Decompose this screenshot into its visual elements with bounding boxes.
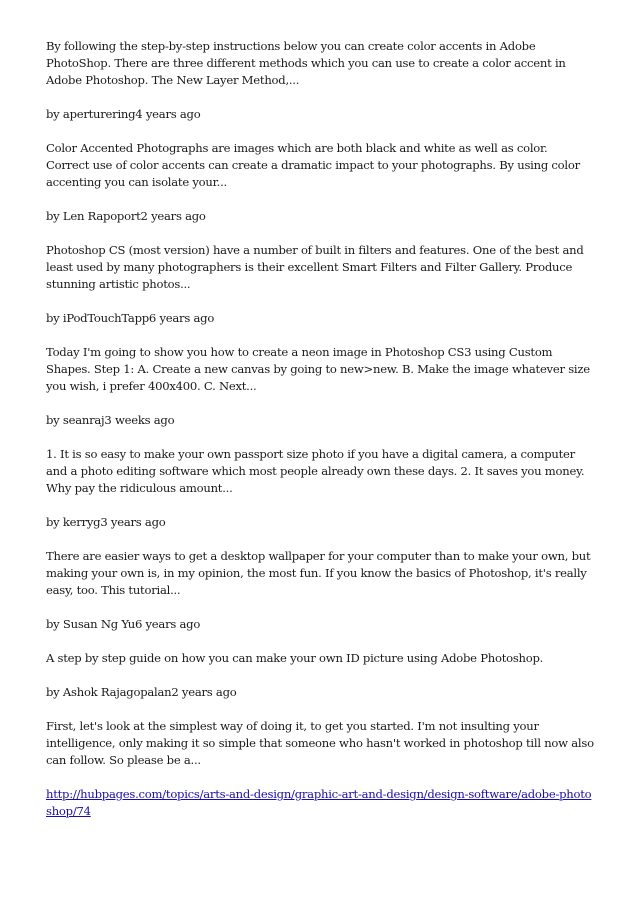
article-description: Photoshop CS (most version) have a number of built in filters and features. One of the best and least used by many photographers is their excellent Smart Filters and Filter Gallery. Produce stunning artistic photos... — [46, 243, 584, 291]
article-description: Today I'm going to show you how to create a neon image in Photoshop CS3 using Custom Shapes. Step 1: A. Create a new canvas by going to new>new. B. Make the image whatever size you wish, i prefer 400x400. C. Next... — [46, 345, 590, 393]
article-description: By following the step-by-step instructions below you can create color accents in Adobe PhotoShop. There are three different methods which you can use to create a color accent in Adobe Photoshop. The New Layer Method,... — [46, 39, 566, 87]
source-link-line — [46, 786, 594, 820]
article-description: 1. It is so easy to make your own passport size photo if you have a digital camera, a computer and a photo editing software which most people already own these days. 2. It saves you money. Why pay the ridiculous amount... — [46, 447, 585, 495]
article-byline: by iPodTouchTapp6 years ago — [46, 311, 215, 325]
article-description: A step by step guide on how you can make your own ID picture using Adobe Photoshop. — [46, 651, 544, 665]
article-byline: by Len Rapoport2 years ago — [46, 209, 206, 223]
article-byline: by seanraj3 weeks ago — [46, 413, 175, 427]
article-description: Color Accented Photographs are images which are both black and white as well as color. Correct use of color accents can create a dramatic impact to your photographs. By using color accenting you can isolate your... — [46, 141, 580, 189]
article-byline: by Ashok Rajagopalan2 years ago — [46, 685, 237, 699]
article-description: First, let's look at the simplest way of doing it, to get you started. I'm not insulting your intelligence, only making it so simple that someone who hasn't worked in photoshop till now also can follow. So please be a... — [46, 719, 594, 767]
article-byline: by kerryg3 years ago — [46, 515, 166, 529]
article-byline: by Susan Ng Yu6 years ago — [46, 617, 201, 631]
article-byline: by aperturering4 years ago — [46, 107, 201, 121]
article-description: There are easier ways to get a desktop wallpaper for your computer than to make your own, but making your own is, in my opinion, the most fun. If you know the basics of Photoshop, it's really easy, too. This tutorial... — [46, 549, 591, 597]
document-page — [46, 38, 594, 820]
source-link[interactable]: http://hubpages.com/topics/arts-and-design/graphic-art-and-design/design-software/adobe-photoshop/74 — [46, 787, 592, 818]
